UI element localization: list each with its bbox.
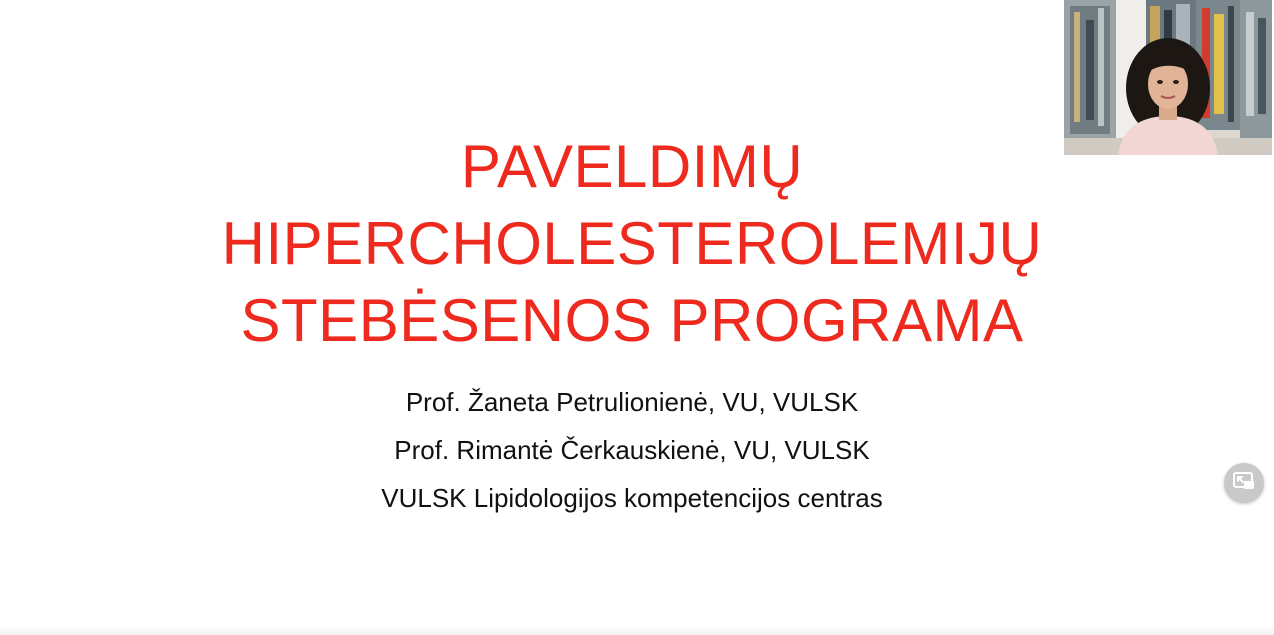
picture-in-picture-icon — [1233, 471, 1255, 496]
bottom-edge-bar — [0, 627, 1274, 635]
author-line: Prof. Žaneta Petrulionienė, VU, VULSK — [405, 387, 859, 417]
picture-in-picture-button[interactable] — [1224, 463, 1264, 503]
slide-authors — [0, 378, 1264, 522]
author-line: Prof. Rimantė Čerkauskienė, VU, VULSK — [394, 435, 870, 465]
slide-title-line: PAVELDIMŲ — [460, 133, 804, 200]
slide-title — [0, 128, 1264, 359]
presenter-video-image — [1064, 0, 1272, 155]
presenter-video-tile[interactable] — [1064, 0, 1272, 155]
slide-title-line: STEBĖSENOS PROGRAMA — [240, 287, 1024, 354]
slide-title-line: HIPERCHOLESTEROLEMIJŲ — [221, 210, 1043, 277]
institution-line: VULSK Lipidologijos kompetencijos centras — [381, 483, 883, 513]
